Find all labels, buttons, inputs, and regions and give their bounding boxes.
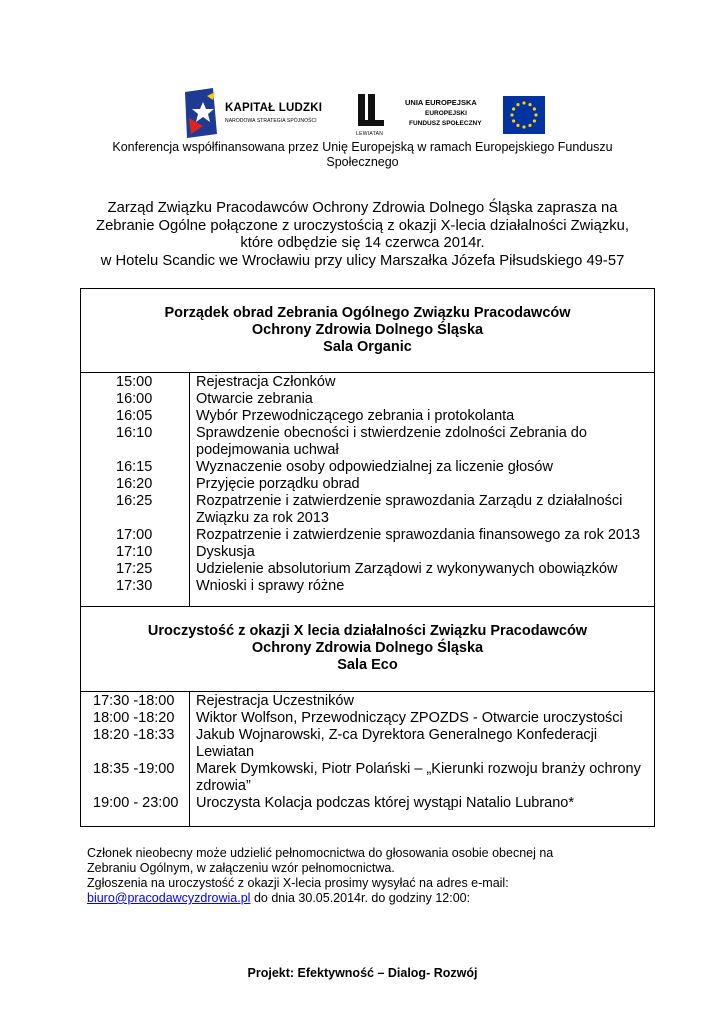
kapital-ludzki-logo — [183, 88, 333, 138]
row-desc: Wnioski i sprawy różne — [196, 578, 345, 594]
cofinance-note — [0, 140, 725, 170]
cofinance-line2: Społecznego — [326, 155, 399, 169]
divider — [81, 606, 654, 607]
section2-title-line2: Ochrony Zdrowia Dolnego Śląska — [251, 640, 484, 656]
eu-line3: FUNDUSZ SPOŁECZNY — [409, 120, 482, 127]
lewiatan-logo — [352, 94, 392, 138]
row-desc-line1: Marek Dymkowski, Piotr Polański – „Kierunki rozwoju branży ochrony — [196, 761, 641, 777]
section1-title-line2: Ochrony Zdrowia Dolnego Śląska — [251, 322, 484, 338]
row-time: 18:35 -19:00 — [93, 761, 175, 777]
project-footer: Projekt: Efektywność – Dialog- Rozwój — [247, 966, 478, 980]
section2-title-line1: Uroczystość z okazji X lecia działalności Związku Pracodawców — [147, 623, 588, 639]
row-desc-line1: Rozpatrzenie i zatwierdzenie sprawozdania Zarządu z działalności — [196, 493, 623, 509]
row-time: 17:30 — [116, 578, 153, 594]
notes — [87, 846, 647, 906]
row-time: 18:20 -18:33 — [93, 727, 175, 743]
invitation-line1: Zarząd Związku Pracodawców Ochrony Zdrowia Dolnego Śląska zaprasza na — [107, 200, 618, 216]
row-time: 17:00 — [116, 527, 153, 543]
row-desc: Wybór Przewodniczącego zebrania i protokolanta — [196, 408, 515, 424]
row-desc-line2: Lewiatan — [196, 743, 255, 760]
row-desc: Udzielenie absolutorium Zarządowi z wykonywanych obowiązków — [196, 561, 618, 577]
row-desc: Rejestracja Uczestników — [196, 693, 354, 709]
row-desc: Rejestracja Członków — [196, 374, 336, 390]
row-time: 16:05 — [116, 408, 153, 424]
row-time: 16:10 — [116, 425, 153, 441]
section1-title-line1: Porządek obrad Zebrania Ogólnego Związku Pracodawców — [164, 305, 571, 321]
row-time: 18:00 -18:20 — [93, 710, 175, 726]
email-suffix: do dnia 30.05.2014r. do godziny 12:00: — [250, 891, 471, 905]
column-divider — [189, 691, 190, 826]
row-desc-line2: podejmowania uchwał — [196, 441, 339, 458]
divider — [81, 691, 654, 692]
section1-title-line3: Sala Organic — [323, 339, 412, 355]
row-desc: Wiktor Wolfson, Przewodniczący ZPOZDS - Otwarcie uroczystości — [196, 710, 623, 726]
row-desc — [196, 761, 651, 794]
divider — [81, 372, 654, 373]
row-desc — [196, 493, 651, 526]
eu-logo — [405, 96, 547, 136]
section2-title — [81, 623, 654, 674]
kapital-ludzki-title: KAPITAŁ LUDZKI — [225, 102, 323, 114]
row-time: 17:30 -18:00 — [93, 693, 175, 709]
row-time: 19:00 - 23:00 — [93, 795, 179, 811]
row-desc-line1: Jakub Wojnarowski, Z-ca Dyrektora Generalnego Konfederacji — [196, 727, 598, 743]
row-desc-line2: zdrowia” — [196, 777, 251, 794]
row-desc: Dyskusja — [196, 544, 255, 560]
section1-title — [81, 305, 654, 356]
invitation-line2: Zebranie Ogólne połączone z uroczystością z okazji X-lecia działalności Związku, — [96, 217, 629, 234]
invitation-line4: w Hotelu Scandic we Wrocławiu przy ulicy Marszałka Józefa Piłsudskiego 49-57 — [100, 252, 625, 269]
section2-title-line3: Sala Eco — [337, 657, 398, 673]
row-desc: Rozpatrzenie i zatwierdzenie sprawozdania finansowego za rok 2013 — [196, 527, 641, 543]
notes-line1: Członek nieobecny może udzielić pełnomocnictwa do głosowania osobie obecnej na — [87, 846, 554, 860]
lewiatan-mark-icon — [356, 94, 386, 130]
notes-line4 — [87, 891, 647, 906]
column-divider — [189, 372, 190, 606]
row-desc: Uroczysta Kolacja podczas której wystąpi Natalio Lubrano* — [196, 795, 574, 811]
row-time: 16:15 — [116, 459, 153, 475]
kapital-ludzki-subtitle: NARODOWA STRATEGIA SPÓJNOŚCI — [225, 118, 317, 124]
row-desc-line1: Sprawdzenie obecności i stwierdzenie zdolności Zebrania do — [196, 425, 587, 441]
email-link[interactable]: biuro@pracodawcyzdrowia.pl — [87, 891, 251, 905]
eu-line2: EUROPEJSKI — [425, 110, 467, 117]
row-time: 15:00 — [116, 374, 153, 390]
eu-line1: UNIA EUROPEJSKA — [405, 98, 477, 107]
row-time: 16:00 — [116, 391, 153, 407]
notes-line2: Zebraniu Ogólnym, w załączeniu wzór pełnomocnictwa. — [87, 861, 395, 875]
row-desc: Otwarcie zebrania — [196, 391, 313, 407]
invitation-line3: które odbędzie się 14 czerwca 2014r. — [240, 235, 485, 251]
notes-line3: Zgłoszenia na uroczystość z okazji X-lecia prosimy wysyłać na adres e-mail: — [87, 876, 509, 890]
row-desc: Wyznaczenie osoby odpowiedzialnej za liczenie głosów — [196, 459, 553, 475]
kapital-ludzki-star-icon — [183, 88, 223, 138]
row-time: 16:20 — [116, 476, 153, 492]
row-time: 17:25 — [116, 561, 153, 577]
row-desc — [196, 727, 651, 760]
row-desc: Przyjęcie porządku obrad — [196, 476, 360, 492]
row-time: 17:10 — [116, 544, 153, 560]
cofinance-line1: Konferencja współfinansowana przez Unię Europejską w ramach Europejskiego Funduszu — [112, 140, 613, 154]
eu-flag-icon — [503, 96, 545, 134]
agenda-table — [80, 288, 655, 827]
row-time: 16:25 — [116, 493, 153, 509]
row-desc-line2: Związku za rok 2013 — [196, 509, 329, 526]
lewiatan-label: LEWIATAN — [356, 131, 384, 137]
invitation-text — [0, 200, 725, 270]
row-desc — [196, 425, 651, 458]
